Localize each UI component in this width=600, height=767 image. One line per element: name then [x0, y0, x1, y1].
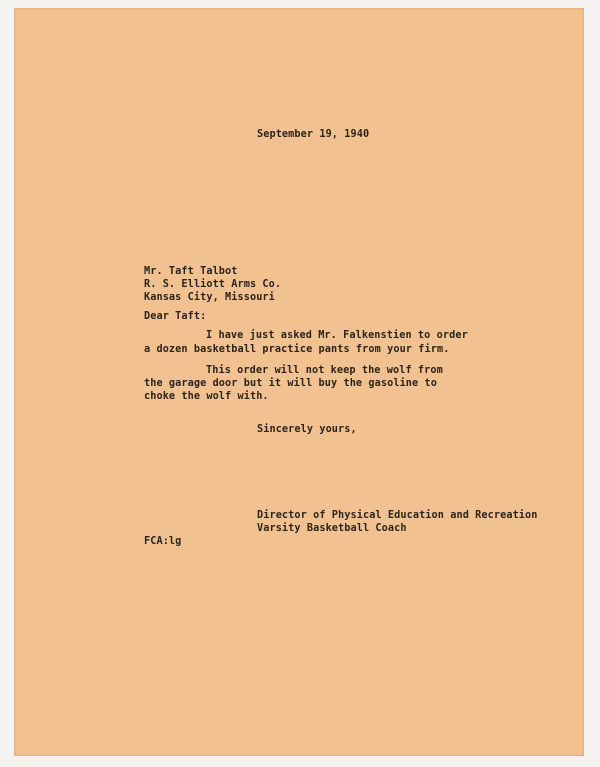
letter-page — [14, 8, 584, 756]
recipient-company: R. S. Elliott Arms Co. — [144, 279, 282, 290]
signature-title-2: Varsity Basketball Coach — [257, 523, 407, 534]
closing: Sincerely yours, — [257, 424, 357, 435]
body-paragraph-2-line-2: the garage door but it will buy the gasoline to — [144, 378, 437, 389]
letter-date: September 19, 1940 — [257, 129, 370, 140]
reference-initials: FCA:lg — [144, 536, 182, 547]
signature-title-1: Director of Physical Education and Recreation — [257, 510, 538, 521]
body-paragraph-1-line-1: I have just asked Mr. Falkenstien to order — [206, 330, 468, 341]
recipient-city: Kansas City, Missouri — [144, 292, 275, 303]
body-paragraph-1-line-2: a dozen basketball practice pants from your firm. — [144, 344, 450, 355]
body-paragraph-2-line-1: This order will not keep the wolf from — [206, 365, 443, 376]
recipient-name: Mr. Taft Talbot — [144, 266, 238, 277]
body-paragraph-2-line-3: choke the wolf with. — [144, 391, 269, 402]
salutation: Dear Taft: — [144, 311, 207, 322]
